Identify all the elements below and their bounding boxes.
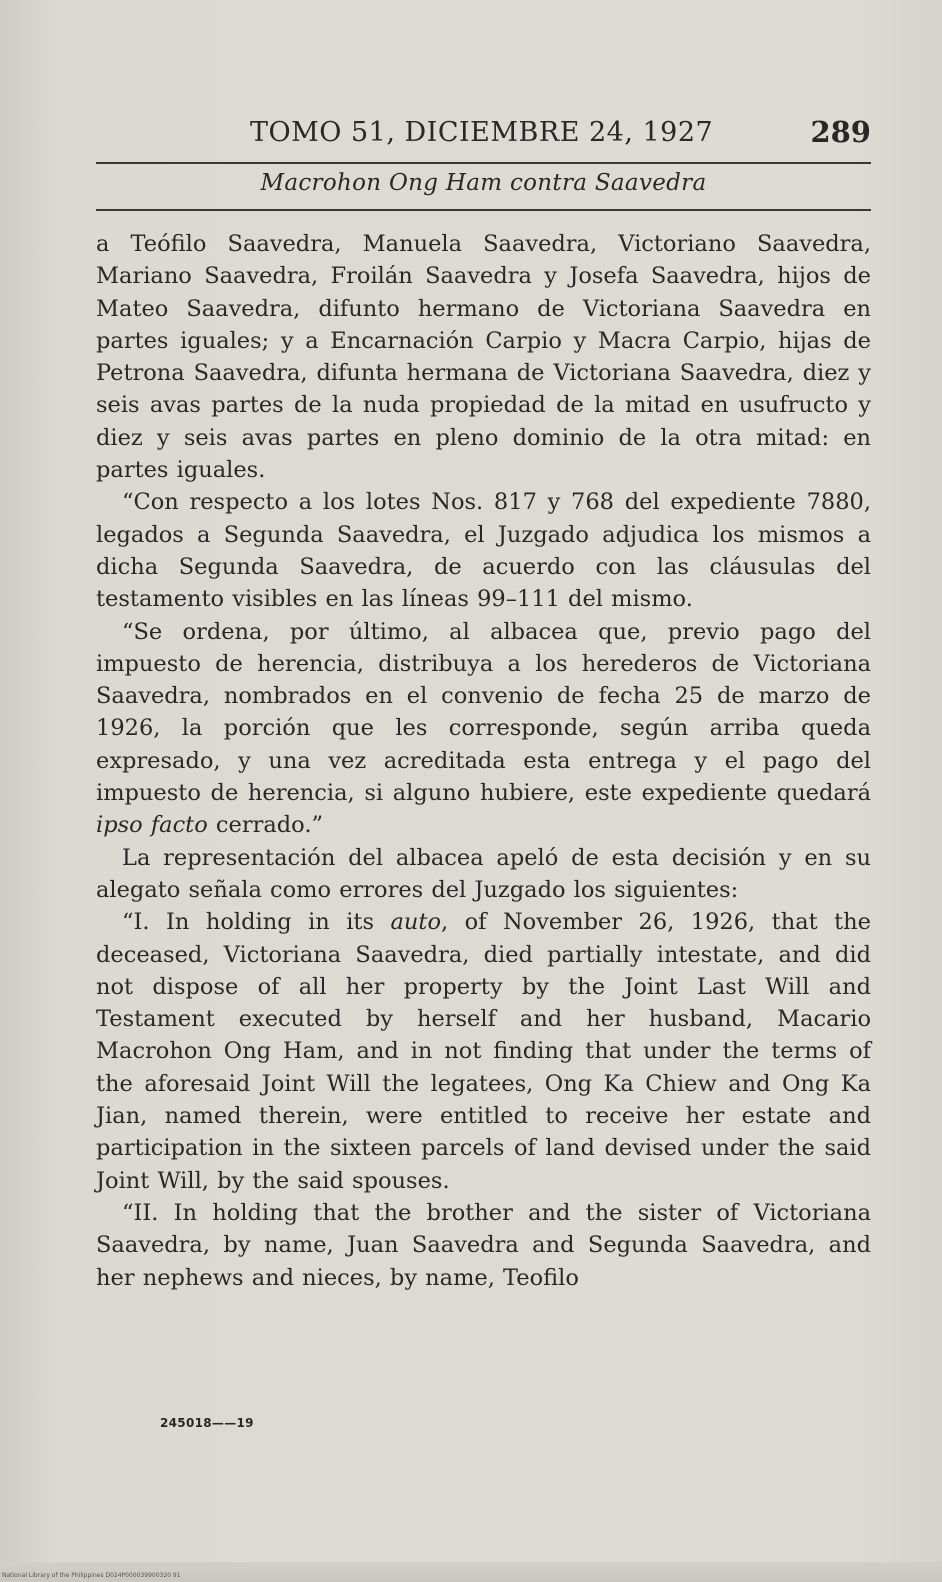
running-header [96,113,871,153]
paragraph [96,486,871,615]
paragraph-text: a Teófilo Saavedra, Manuela Saavedra, Victoriano Saavedra, Mariano Saavedra, Froilán Saavedra y Josefa Saavedra, hijos de Mateo Saavedra, difunto hermano de Victoriana Saavedra en partes iguales; y a Encarnación Carpio y Macra Carpio, hijas de Petrona Saavedra, difunta hermana de Victoriana Saavedra, diez y seis avas partes de la nuda propiedad de la mitad en usufructo y diez y seis avas partes en pleno dominio de la otra mitad: en partes iguales. [96,231,871,484]
case-title: Macrohon Ong Ham contra Saavedra [260,170,707,196]
paragraph [96,228,871,486]
italic-text: auto [390,909,441,936]
paragraph-text: “Con respecto a los lotes Nos. 817 y 768 del expediente 7880, legados a Segunda Saavedra, el Juzgado adjudica los mismos a dicha Segunda Saavedra, de acuerdo con las cláusulas del testamento visibles en las líneas 99–111 del mismo. [96,489,871,613]
library-watermark: National Library of the Philippines D024P000039900320 91 [2,1572,181,1579]
header-rule-top [96,162,871,164]
paragraph [96,842,871,907]
paragraph-text: “I. In holding in its [122,909,391,936]
header-rule-bottom [96,209,871,211]
paragraph-text: “II. In holding that the brother and the sister of Victoriana Saavedra, by name, Juan Saavedra and Segunda Saavedra, and her nephews and nieces, by name, Teofilo [96,1199,871,1291]
paragraph [96,906,871,1197]
header-title: TOMO 51, DICIEMBRE 24, 1927 [250,117,714,148]
paragraph-text: , of November 26, 1926, that the deceased, Victoriana Saavedra, died partially intestate, and did not dispose of all her property by the Joint Last Will and Testament executed by herself and her husband, Macario Macrohon Ong Ham, and in not finding that under the terms of the aforesaid Joint Will the legatees, Ong Ka Chiew and Ong Ka Jian, named therein, were entitled to receive her estate and participation in the sixteen parcels of land devised under the said Joint Will, by the said spouses. [96,909,871,1194]
page-number: 289 [810,115,871,149]
body-text [96,228,871,1294]
paragraph [96,616,871,842]
printer-code: 245018——19 [160,1416,254,1430]
paragraph-text: La representación del albacea apeló de esta decisión y en su alegato señala como errores del Juzgado los siguientes: [96,844,871,903]
italic-text: ipso facto [96,812,208,839]
paragraph-text: cerrado.” [207,812,323,839]
paragraph [96,1197,871,1294]
paragraph-text: “Se ordena, por último, al albacea que, previo pago del impuesto de herencia, distribuya a los herederos de Victoriana Saavedra, nombrados en el convenio de fecha 25 de marzo de 1926, la porción que les corresponde, según arriba queda expresado, y una vez acreditada esta entrega y el pago del impuesto de herencia, si alguno hubiere, este expediente quedará [96,618,871,807]
